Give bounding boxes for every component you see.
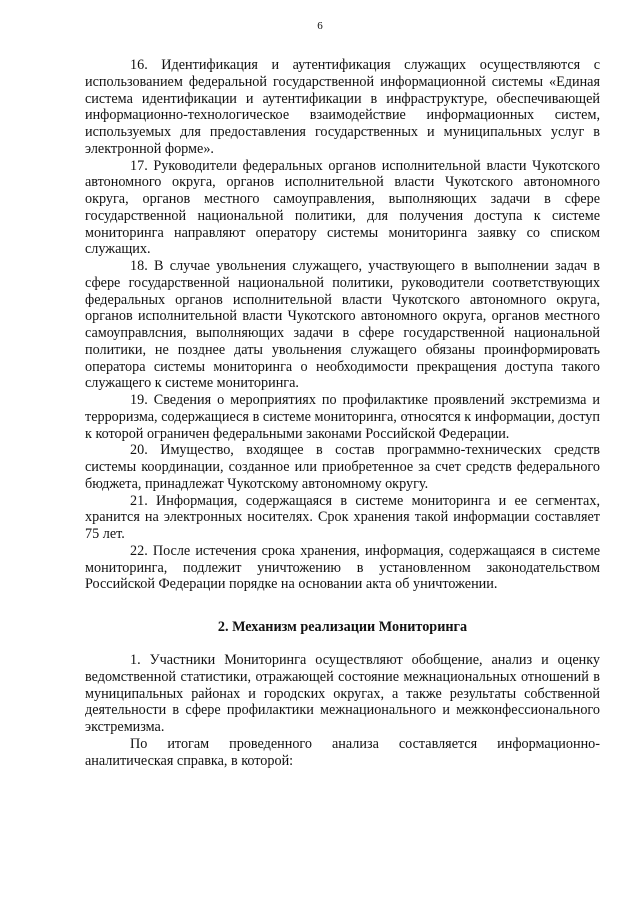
section-2-paragraph-2: По итогам проведенного анализа составляется информационно-аналитическая справка, в которой: <box>85 735 600 769</box>
paragraph-18: 18. В случае увольнения служащего, участвующего в выполнении задач в сфере государственной национальной политики, руководители соответствующих федеральных органов исполнительной власти Чукотского автономного округа, органов исполнительной власти Чукотского автономного округа, органов местного самоуправлсния, выполняющих задачи в сфере государственной национальной политики, не позднее даты увольнения служащего обязаны проинформировать оператора системы мониторинга о необходимости прекращения доступа такого служащего к системе мониторинга. <box>85 258 600 392</box>
section-heading: 2. Механизм реализации Мониторинга <box>217 619 468 635</box>
page-number: 6 <box>317 20 323 32</box>
section-2-paragraph-1: 1. Участники Мониторинга осуществляют обобщение, анализ и оценку ведомственной статистики, отражающей состояние межнациональных отношений в муниципальных районах и городских округах, а также результаты собственной деятельности в сфере профилактики межнационального и межконфессионального экстремизма. <box>85 652 600 735</box>
paragraph-19: 19. Сведения о мероприятиях по профилактике проявлений экстремизма и терроризма, содержащиеся в системе мониторинга, относятся к информации, доступ к которой ограничен федеральными законами Российской Федерации. <box>85 392 600 442</box>
paragraph-17: 17. Руководители федеральных органов исполнительной власти Чукотского автономного округа, органов исполнительной власти Чукотского автономного округа, органов местного самоуправления, выполняющих задачи в сфере государственной национальной политики, для получения доступа к системе мониторинга направляют оператору системы мониторинга заявку со списком служащих. <box>85 157 600 258</box>
paragraph-20: 20. Имущество, входящее в состав программно-технических средств системы координации, созданное или приобретенное за счет средств федерального бюджета, принадлежат Чукотскому автономному округу. <box>85 442 600 492</box>
paragraph-22: 22. После истечения срока хранения, информация, содержащаяся в системе мониторинга, подлежит уничтожению в установленном законодательством Российской Федерации порядке на основании акта об уничтожении. <box>85 542 600 593</box>
paragraph-21: 21. Информация, содержащаяся в системе мониторинга и ее сегментах, хранится на электронных носителях. Срок хранения такой информации составляет 75 лет. <box>85 492 600 542</box>
document-body <box>85 57 600 769</box>
paragraph-16: 16. Идентификация и аутентификация служащих осуществляются с использованием федеральной государственной информационной системы «Единая система идентификации и аутентификации в инфраструктуре, обеспечивающей информационно-технологическое взаимодействие информационных систем, используемых для предоставления государственных и муниципальных услуг в электронной форме». <box>85 57 600 157</box>
